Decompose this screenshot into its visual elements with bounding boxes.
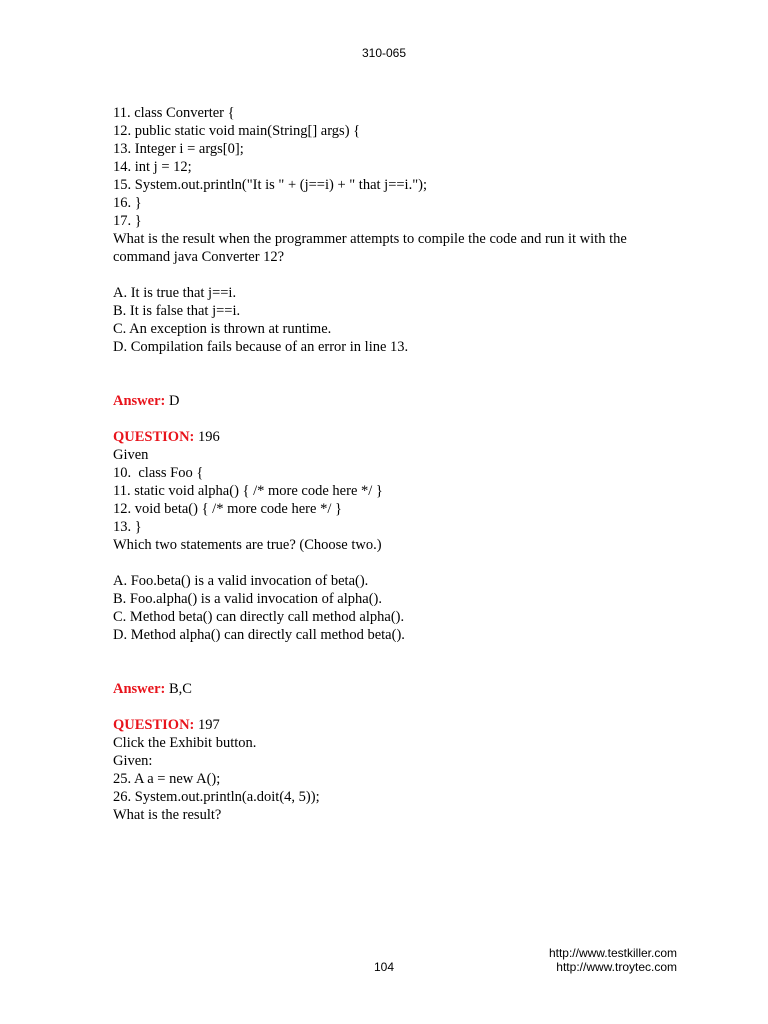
question-196-answer	[113, 680, 683, 698]
question-195-code	[113, 104, 683, 230]
option-a: A. It is true that j==i.	[113, 285, 237, 301]
option-d: D. Compilation fails because of an error in line 13.	[113, 339, 409, 355]
body-line: Given:	[113, 753, 153, 769]
body-line: 12. void beta() { /* more code here */ }	[113, 501, 342, 517]
code-line: 16. }	[113, 195, 142, 211]
code-line: 17. }	[113, 213, 142, 229]
body-line: Which two statements are true? (Choose two.)	[113, 537, 382, 553]
answer-value: B,C	[165, 681, 192, 697]
page-number: 104	[373, 960, 395, 974]
question-label: QUESTION:	[113, 717, 195, 733]
question-196-body	[113, 446, 683, 554]
answer-label: Answer:	[113, 393, 166, 409]
code-line: 11. class Converter {	[113, 105, 235, 121]
question-197-body	[113, 734, 683, 824]
body-line: Given	[113, 447, 149, 463]
option-b: B. It is false that j==i.	[113, 303, 241, 319]
page-header-code: 310-065	[361, 46, 407, 60]
answer-value: D	[165, 393, 180, 409]
option-c: C. An exception is thrown at runtime.	[113, 321, 332, 337]
body-line: 11. static void alpha() { /* more code here */ }	[113, 483, 383, 499]
option-a: A. Foo.beta() is a valid invocation of beta().	[113, 573, 369, 589]
question-195-options	[113, 284, 683, 356]
question-196-options	[113, 572, 683, 644]
body-line: 10. class Foo {	[113, 465, 204, 481]
footer-link-troytec[interactable]: http://www.troytec.com	[556, 960, 677, 974]
option-b: B. Foo.alpha() is a valid invocation of alpha().	[113, 591, 382, 607]
question-label: QUESTION:	[113, 429, 195, 445]
question-197-heading	[113, 716, 683, 734]
answer-label: Answer:	[113, 681, 166, 697]
document-body	[113, 104, 683, 824]
code-line: 12. public static void main(String[] args) {	[113, 123, 361, 139]
body-line: 26. System.out.println(a.doit(4, 5));	[113, 789, 320, 805]
body-line: 25. A a = new A();	[113, 771, 221, 787]
body-line: 13. }	[113, 519, 142, 535]
footer-link-testkiller[interactable]: http://www.testkiller.com	[548, 946, 677, 960]
code-line: 13. Integer i = args[0];	[113, 141, 244, 157]
question-number: 196	[194, 429, 220, 445]
question-196-heading	[113, 428, 683, 446]
question-195-answer	[113, 392, 683, 410]
option-d: D. Method alpha() can directly call method beta().	[113, 627, 405, 643]
code-line: 15. System.out.println("It is " + (j==i) + " that j==i.");	[113, 177, 427, 193]
body-line: What is the result?	[113, 807, 222, 823]
code-line: 14. int j = 12;	[113, 159, 192, 175]
question-195-prompt: What is the result when the programmer attempts to compile the code and run it with the command java Converter 12?	[113, 231, 627, 265]
body-line: Click the Exhibit button.	[113, 735, 257, 751]
question-number: 197	[194, 717, 220, 733]
option-c: C. Method beta() can directly call method alpha().	[113, 609, 405, 625]
